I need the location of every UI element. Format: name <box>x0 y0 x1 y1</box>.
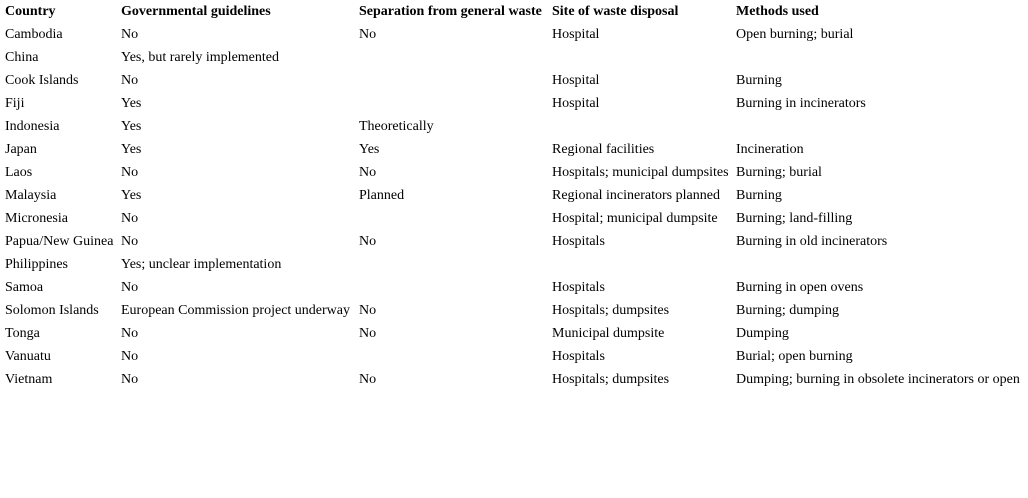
cell-governmental-guidelines: No <box>121 280 139 295</box>
cell-governmental-guidelines: Yes <box>121 142 142 157</box>
cell-methods-used: Burning in incinerators <box>736 96 866 111</box>
cell-country: Laos <box>5 165 33 180</box>
column-header-governmental-guidelines: Governmental guidelines <box>121 4 271 19</box>
cell-country: Samoa <box>5 280 44 295</box>
cell-methods-used <box>734 46 1024 69</box>
cell-separation <box>357 69 550 92</box>
cell-governmental-guidelines: Yes <box>121 119 142 134</box>
cell-site-of-disposal: Hospital; municipal dumpsite <box>552 211 718 226</box>
cell-country: Tonga <box>5 326 40 341</box>
cell-separation <box>357 207 550 230</box>
cell-separation <box>357 92 550 115</box>
cell-governmental-guidelines: Yes <box>121 188 142 203</box>
table-row <box>3 345 1024 368</box>
cell-separation <box>357 345 550 368</box>
header-row <box>3 0 1024 23</box>
cell-country: Fiji <box>5 96 25 111</box>
cell-country: Vanuatu <box>5 349 51 364</box>
cell-country: Micronesia <box>5 211 68 226</box>
cell-methods-used: Dumping; burning in obsolete incinerators or open <box>736 372 1020 387</box>
cell-governmental-guidelines: No <box>121 73 139 88</box>
table-row <box>3 161 1024 184</box>
cell-site-of-disposal <box>550 115 734 138</box>
cell-separation: Theoretically <box>359 119 434 134</box>
cell-separation: No <box>359 326 377 341</box>
table-row <box>3 299 1024 322</box>
cell-methods-used: Burning <box>736 73 782 88</box>
cell-separation: No <box>359 27 377 42</box>
table-row <box>3 138 1024 161</box>
cell-site-of-disposal: Hospital <box>552 96 600 111</box>
cell-site-of-disposal <box>550 253 734 276</box>
cell-methods-used: Burial; open burning <box>736 349 853 364</box>
cell-methods-used: Dumping <box>736 326 789 341</box>
cell-country: Vietnam <box>5 372 53 387</box>
cell-site-of-disposal: Regional facilities <box>552 142 655 157</box>
cell-country: Japan <box>5 142 37 157</box>
cell-country: Malaysia <box>5 188 57 203</box>
table-row <box>3 46 1024 69</box>
cell-governmental-guidelines: Yes <box>121 96 142 111</box>
table-row <box>3 253 1024 276</box>
cell-methods-used: Burning; dumping <box>736 303 840 318</box>
cell-methods-used: Burning; land-filling <box>736 211 853 226</box>
cell-separation <box>357 46 550 69</box>
cell-country: Papua/New Guinea <box>5 234 114 249</box>
cell-separation: No <box>359 372 377 387</box>
cell-separation: Yes <box>359 142 380 157</box>
cell-country: Cambodia <box>5 27 63 42</box>
cell-governmental-guidelines: No <box>121 326 139 341</box>
cell-country: China <box>5 50 39 65</box>
cell-separation <box>357 253 550 276</box>
cell-site-of-disposal: Hospitals <box>552 349 605 364</box>
cell-methods-used: Burning <box>736 188 782 203</box>
cell-country: Cook Islands <box>5 73 79 88</box>
cell-site-of-disposal: Regional incinerators planned <box>552 188 720 203</box>
cell-governmental-guidelines: No <box>121 372 139 387</box>
cell-site-of-disposal: Hospitals; dumpsites <box>552 372 670 387</box>
cell-methods-used <box>734 253 1024 276</box>
cell-site-of-disposal: Municipal dumpsite <box>552 326 665 341</box>
table-row <box>3 184 1024 207</box>
column-header-separation: Separation from general waste <box>359 4 542 19</box>
cell-methods-used: Open burning; burial <box>736 27 854 42</box>
cell-governmental-guidelines: No <box>121 349 139 364</box>
cell-separation: Planned <box>359 188 405 203</box>
cell-site-of-disposal: Hospitals; municipal dumpsites <box>552 165 729 180</box>
cell-site-of-disposal: Hospital <box>552 27 600 42</box>
cell-methods-used: Burning in old incinerators <box>736 234 888 249</box>
table-row <box>3 23 1024 46</box>
cell-methods-used: Burning in open ovens <box>736 280 864 295</box>
table-row <box>3 230 1024 253</box>
table-row <box>3 92 1024 115</box>
column-header-site-of-disposal: Site of waste disposal <box>552 4 679 19</box>
cell-governmental-guidelines: No <box>121 234 139 249</box>
cell-country: Indonesia <box>5 119 60 134</box>
column-header-methods-used: Methods used <box>736 4 819 19</box>
cell-methods-used <box>734 115 1024 138</box>
table-row <box>3 322 1024 345</box>
cell-governmental-guidelines: No <box>121 165 139 180</box>
cell-site-of-disposal: Hospitals <box>552 234 605 249</box>
cell-separation: No <box>359 165 377 180</box>
cell-site-of-disposal: Hospitals <box>552 280 605 295</box>
table-body <box>3 23 1024 391</box>
table-header <box>3 0 1024 23</box>
cell-country: Philippines <box>5 257 69 272</box>
table-row <box>3 368 1024 391</box>
cell-separation: No <box>359 234 377 249</box>
table-row <box>3 207 1024 230</box>
cell-governmental-guidelines: Yes, but rarely implemented <box>121 50 279 65</box>
cell-site-of-disposal: Hospitals; dumpsites <box>552 303 670 318</box>
table-row <box>3 276 1024 299</box>
cell-methods-used: Burning; burial <box>736 165 822 180</box>
table-row <box>3 115 1024 138</box>
cell-country: Solomon Islands <box>5 303 99 318</box>
cell-methods-used: Incineration <box>736 142 804 157</box>
cell-governmental-guidelines: Yes; unclear implementation <box>121 257 282 272</box>
cell-governmental-guidelines: European Commission project underway <box>121 303 351 318</box>
table-row <box>3 69 1024 92</box>
waste-disposal-table <box>3 0 1024 391</box>
cell-governmental-guidelines: No <box>121 27 139 42</box>
cell-governmental-guidelines: No <box>121 211 139 226</box>
cell-separation: No <box>359 303 377 318</box>
cell-site-of-disposal <box>550 46 734 69</box>
column-header-country: Country <box>5 4 56 19</box>
cell-site-of-disposal: Hospital <box>552 73 600 88</box>
cell-separation <box>357 276 550 299</box>
